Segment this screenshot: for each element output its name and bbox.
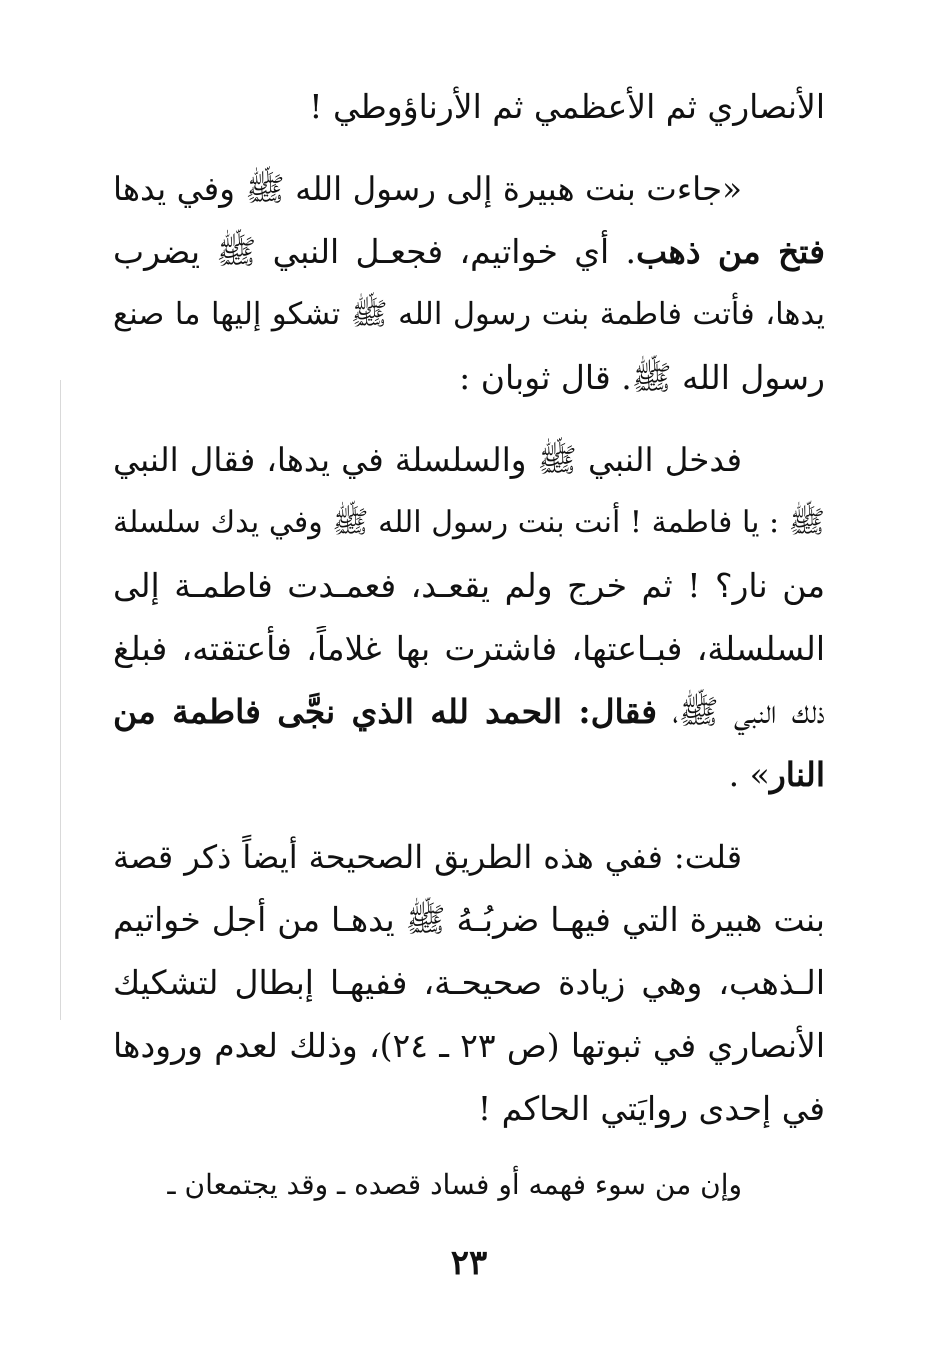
text-segment: «جاءت بنت هبيرة إلى رسول الله ﷺ وفي يدها [113, 170, 742, 208]
text-line [113, 1162, 742, 1208]
text-segment: في إحدى روايَتي الحاكم ! [477, 1089, 825, 1128]
bold-segment: فقال: الحمد لله الذي نجَّى فاطمة من [113, 692, 658, 731]
text-line [113, 84, 825, 130]
text-line [113, 563, 825, 609]
text-segment: وإن من سوء فهمه أو فساد قصده ـ وقد يجتمعان ـ [167, 1168, 742, 1201]
text-segment: قلت: ففي هذه الطريق الصحيحة أيضاً ذكر قصة [113, 838, 742, 876]
text-segment: فدخل النبي ﷺ والسلسلة في يدها، فقال النبي [113, 441, 742, 479]
text-segment: الأنصاري في ثبوتها (ص ٢٣ ـ ٢٤)، وذلك لعدم ورودها [113, 1026, 825, 1065]
text-line [113, 355, 825, 401]
text-segment: من نار؟ ! ثم خرج ولم يقعـد، فعمـدت فاطمـة إلى [113, 566, 825, 605]
text-segment: » . [728, 755, 770, 794]
text-line [113, 1023, 825, 1069]
text-segment: السلسلة، فبـاعتها، فاشترت بها غلاماً، فأعتقته، فبلغ [113, 629, 825, 668]
text-line [113, 166, 742, 212]
text-segment: الـذهب، وهي زيادة صحيحـة، ففيهـا إبطال لتشكيك [113, 963, 825, 1002]
text-segment: رسول الله ﷺ. قال ثوبان : [459, 358, 825, 397]
text-line [113, 626, 825, 672]
text-segment: الأنصاري ثم الأعظمي ثم الأرناؤوطي ! [309, 87, 825, 126]
text-line [113, 752, 825, 798]
text-segment: . أي خواتيم، فجعـل النبي ﷺ يضرب [113, 232, 637, 271]
text-segment: ﷺ : يا فاطمة ! أنت بنت رسول الله ﷺ وفي يدك سلسلة [113, 505, 825, 540]
scan-edge-mark [60, 380, 61, 1020]
text-line [113, 689, 825, 735]
text-segment: يدها، فأتت فاطمة بنت رسول الله ﷺ تشكو إليها ما صنع [113, 297, 825, 332]
text-line [113, 897, 825, 943]
text-line [113, 437, 742, 483]
text-line [113, 500, 825, 546]
text-line [113, 292, 825, 338]
text-line [113, 1086, 825, 1132]
text-segment: ذلك النبي ﷺ، [657, 692, 825, 731]
text-line [113, 960, 825, 1006]
text-line [113, 834, 742, 880]
bold-segment: النار [769, 755, 825, 794]
bold-segment: فتخ من ذهب [636, 232, 825, 271]
page-number: ٢٣ [450, 1243, 488, 1283]
text-line [113, 229, 825, 275]
text-segment: بنت هبيرة التي فيهـا ضربُـهُ ﷺ يدهـا من أجل خواتيم [113, 900, 825, 939]
